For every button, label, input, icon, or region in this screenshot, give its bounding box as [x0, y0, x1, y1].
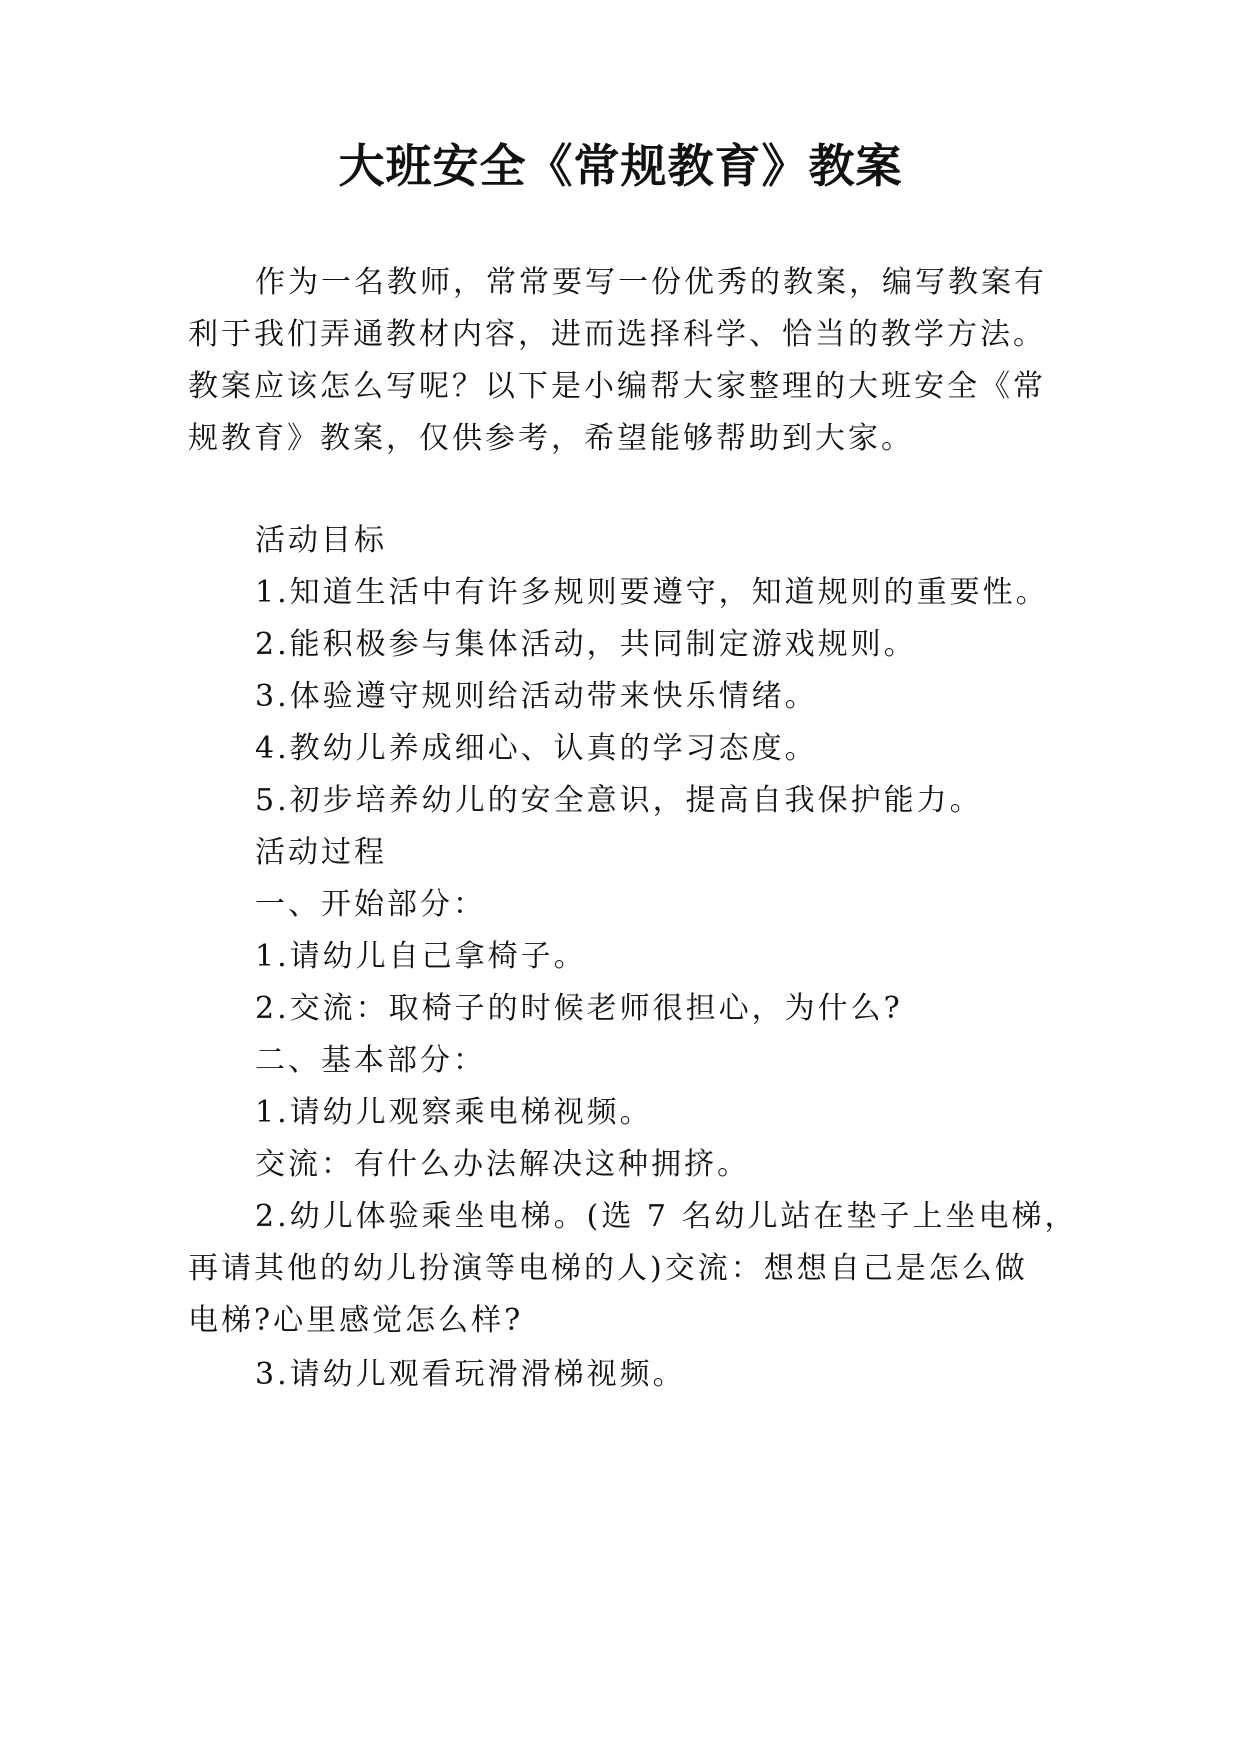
part1-item: 1.请幼儿自己拿椅子。 [255, 939, 587, 974]
part2-heading: 二、基本部分： [255, 1043, 486, 1078]
intro-line: 规教育》教案，仅供参考，希望能够帮助到大家。 [188, 421, 914, 456]
part1-item: 2.交流：取椅子的时候老师很担心，为什么? [255, 991, 903, 1026]
part2-item2-line: 2.幼儿体验乘坐电梯。(选 7 名幼儿站在垫子上坐电梯， [255, 1199, 1078, 1234]
goal-item: 5.初步培养幼儿的安全意识，提高自我保护能力。 [255, 783, 983, 818]
intro-line: 作为一名教师，常常要写一份优秀的教案，编写教案有 [255, 265, 1047, 300]
intro-line: 教案应该怎么写呢？以下是小编帮大家整理的大班安全《常 [188, 369, 1046, 404]
part1-heading: 一、开始部分： [255, 887, 486, 922]
goal-item: 2.能积极参与集体活动，共同制定游戏规则。 [255, 627, 917, 662]
goal-item: 4.教幼儿养成细心、认真的学习态度。 [255, 731, 818, 766]
document-title: 大班安全《常规教育》教案 [338, 139, 903, 193]
part2-item: 交流：有什么办法解决这种拥挤。 [255, 1147, 750, 1182]
intro-line: 利于我们弄通教材内容，进而选择科学、恰当的教学方法。 [188, 317, 1046, 352]
part2-item2-line: 再请其他的幼儿扮演等电梯的人)交流：想想自己是怎么做 [188, 1251, 1028, 1286]
part2-item3: 3.请幼儿观看玩滑滑梯视频。 [255, 1357, 686, 1392]
part2-item2-line: 电梯?心里感觉怎么样? [188, 1303, 524, 1338]
section-heading-goals: 活动目标 [255, 523, 387, 558]
part2-item: 1.请幼儿观察乘电梯视频。 [255, 1095, 653, 1130]
goal-item: 1.知道生活中有许多规则要遵守，知道规则的重要性。 [255, 575, 1049, 610]
section-heading-process: 活动过程 [255, 835, 387, 870]
goal-item: 3.体验遵守规则给活动带来快乐情绪。 [255, 679, 818, 714]
